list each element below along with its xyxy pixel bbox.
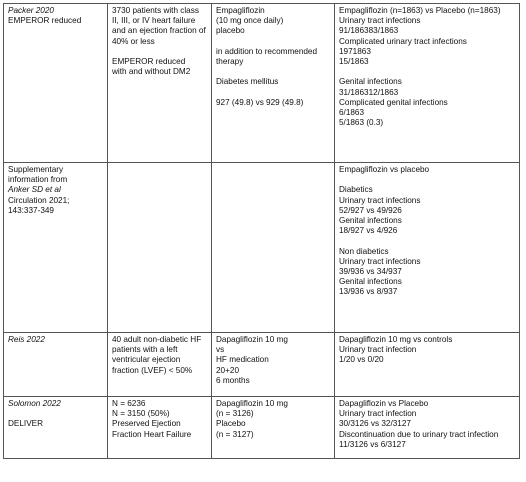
outcomes-line: Genital infections bbox=[339, 77, 402, 87]
intervention-line: 20+20 bbox=[216, 365, 239, 375]
outcomes-line: Complicated urinary tract infections bbox=[339, 36, 467, 46]
population-line: with and without DM2 bbox=[112, 67, 191, 77]
intervention-line: Placebo bbox=[216, 419, 246, 429]
study-cell bbox=[4, 397, 108, 459]
population-line: Preserved Ejection bbox=[112, 419, 181, 429]
population-line: 40% or less bbox=[112, 36, 155, 46]
outcomes-line: 1971863 bbox=[339, 46, 371, 56]
intervention-line: Diabetes mellitus bbox=[216, 77, 279, 87]
outcomes-line: Urinary tract infections bbox=[339, 16, 421, 26]
outcomes-line: 1/20 vs 0/20 bbox=[339, 355, 384, 365]
population-line: fraction (LVEF) < 50% bbox=[112, 365, 193, 375]
intervention-cell bbox=[212, 163, 335, 333]
outcomes-line: Genital infections bbox=[339, 216, 402, 225]
outcomes-line: 31/186312/1863 bbox=[339, 87, 399, 97]
outcomes-line: Urinary tract infections bbox=[339, 256, 421, 266]
study-author: Anker SD et al bbox=[8, 185, 61, 195]
intervention-line: vs bbox=[216, 345, 225, 355]
outcomes-line: 52/927 vs 49/926 bbox=[339, 205, 402, 215]
study-author: Packer 2020 bbox=[8, 6, 54, 15]
table-row bbox=[4, 4, 520, 163]
intervention-line: 6 months bbox=[216, 375, 250, 385]
population-line: N = 3150 (50%) bbox=[112, 409, 170, 419]
intervention-cell bbox=[212, 397, 335, 459]
outcomes-line: Genital infections bbox=[339, 277, 402, 287]
study-line: EMPEROR reduced bbox=[8, 16, 82, 26]
table-row bbox=[4, 163, 520, 333]
intervention-line: placebo bbox=[216, 26, 245, 36]
study-cell bbox=[4, 163, 108, 333]
study-line: DELIVER bbox=[8, 419, 44, 429]
population-line: 40 adult non-diabetic HF bbox=[112, 335, 202, 344]
outcomes-line: Discontinuation due to urinary tract infection bbox=[339, 429, 499, 439]
intervention-line: HF medication bbox=[216, 355, 269, 365]
outcomes-line: Empagliflozin (n=1863) vs Placebo (n=1863) bbox=[339, 6, 501, 15]
outcomes-cell bbox=[335, 333, 520, 397]
table-row bbox=[4, 397, 520, 459]
outcomes-line: 30/3126 vs 32/3127 bbox=[339, 419, 411, 429]
population-line: II, III, or IV heart failure bbox=[112, 16, 196, 26]
outcomes-line: Empagliflozin vs placebo bbox=[339, 165, 430, 174]
population-line: and an ejection fraction of bbox=[112, 26, 206, 36]
population-line: patients with a left bbox=[112, 345, 178, 355]
intervention-line: (10 mg once daily) bbox=[216, 16, 284, 26]
evidence-table-page bbox=[3, 3, 519, 477]
population-cell bbox=[108, 397, 212, 459]
population-cell bbox=[108, 4, 212, 163]
outcomes-line: 6/1863 bbox=[339, 108, 365, 118]
intervention-line: Empagliflozin bbox=[216, 6, 265, 15]
outcomes-line: Dapagliflozin vs Placebo bbox=[339, 399, 429, 408]
outcomes-line: 91/186383/1863 bbox=[339, 26, 399, 36]
study-author: Reis 2022 bbox=[8, 335, 45, 344]
outcomes-line: 39/936 vs 34/937 bbox=[339, 267, 402, 276]
outcomes-cell bbox=[335, 163, 520, 333]
population-line: EMPEROR reduced bbox=[112, 57, 186, 66]
population-cell bbox=[108, 163, 212, 333]
intervention-line: 927 (49.8) vs 929 (49.8) bbox=[216, 97, 304, 107]
outcomes-line: Urinary tract infections bbox=[339, 195, 421, 205]
outcomes-line: 13/936 vs 8/937 bbox=[339, 287, 398, 297]
intervention-line: (n = 3126) bbox=[216, 409, 254, 419]
study-line: Circulation 2021; bbox=[8, 195, 70, 205]
outcomes-line: Urinary tract infection bbox=[339, 345, 417, 355]
intervention-line: therapy bbox=[216, 57, 244, 66]
study-line: 143:337-349 bbox=[8, 205, 54, 215]
outcomes-cell bbox=[335, 4, 520, 163]
outcomes-line: Urinary tract infection bbox=[339, 409, 417, 419]
outcomes-line: Diabetics bbox=[339, 185, 373, 195]
outcomes-line: 15/1863 bbox=[339, 57, 369, 67]
outcomes-line: 18/927 vs 4/926 bbox=[339, 226, 398, 236]
outcomes-line: Dapagliflozin 10 mg vs controls bbox=[339, 335, 453, 344]
intervention-cell bbox=[212, 4, 335, 163]
intervention-line: in addition to recommended bbox=[216, 46, 318, 56]
population-cell bbox=[108, 333, 212, 397]
study-cell bbox=[4, 4, 108, 163]
population-line: N = 6236 bbox=[112, 399, 146, 408]
study-line: information from bbox=[8, 175, 68, 185]
intervention-line: Dapagliflozin 10 mg bbox=[216, 335, 288, 344]
outcomes-line: Non diabetics bbox=[339, 246, 389, 256]
intervention-line: Dapagliflozin 10 mg bbox=[216, 399, 288, 408]
population-line: 3730 patients with class bbox=[112, 6, 199, 15]
outcomes-line: 5/1863 (0.3) bbox=[339, 118, 384, 128]
outcomes-line: 11/3126 vs 6/3127 bbox=[339, 439, 406, 449]
table-row bbox=[4, 333, 520, 397]
intervention-cell bbox=[212, 333, 335, 397]
evidence-table bbox=[3, 3, 520, 459]
study-cell bbox=[4, 333, 108, 397]
study-author: Solomon 2022 bbox=[8, 399, 61, 408]
study-line: Supplementary bbox=[8, 165, 64, 174]
population-line: Fraction Heart Failure bbox=[112, 429, 192, 439]
outcomes-line: Complicated genital infections bbox=[339, 97, 448, 107]
intervention-line: (n = 3127) bbox=[216, 429, 254, 439]
outcomes-cell bbox=[335, 397, 520, 459]
population-line: ventricular ejection bbox=[112, 355, 181, 365]
